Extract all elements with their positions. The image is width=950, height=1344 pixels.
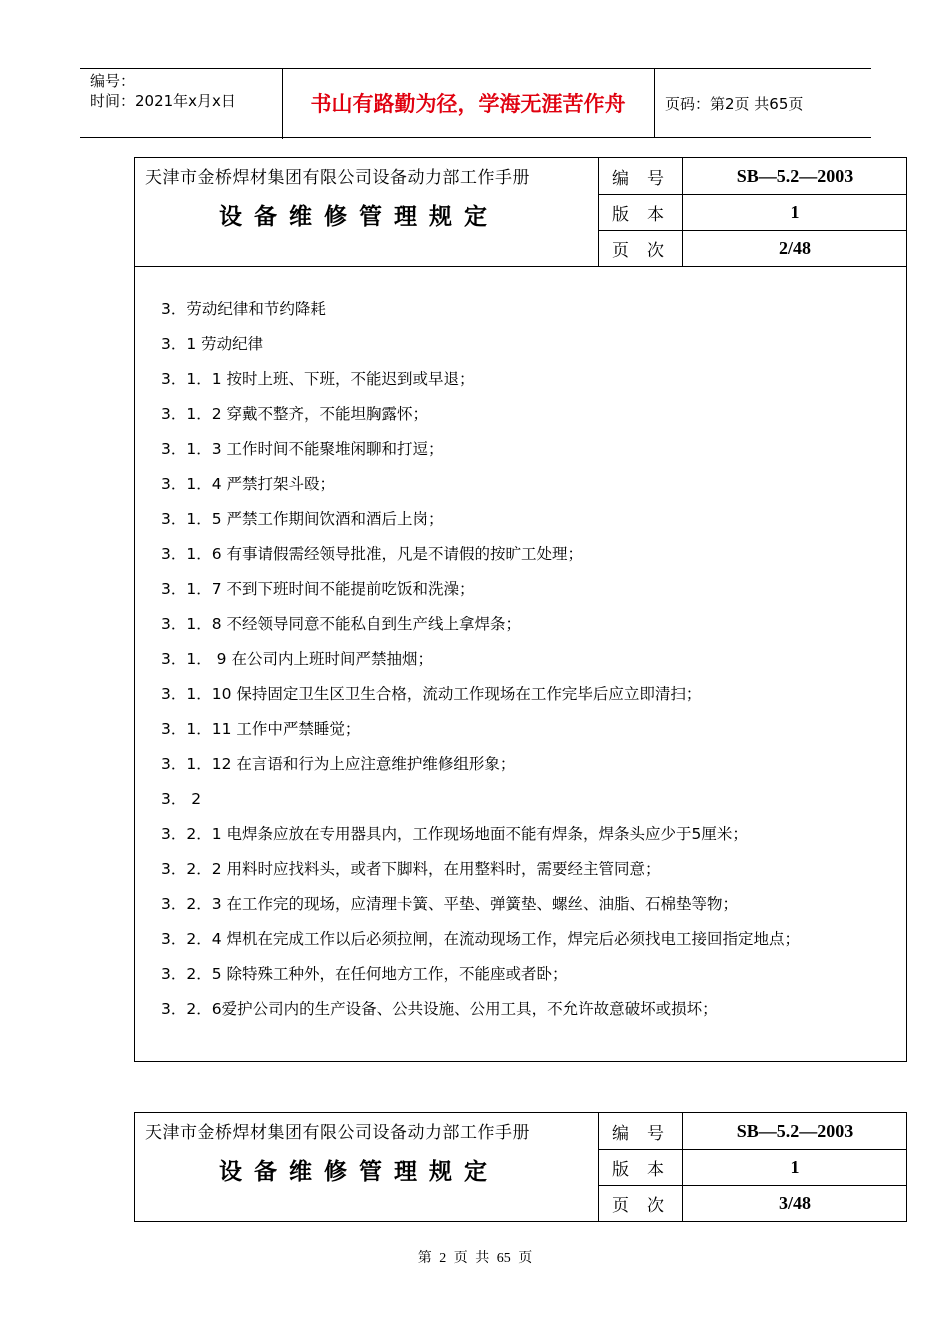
- page-key: 页次: [598, 1185, 683, 1221]
- version-key: 版本: [598, 1149, 683, 1185]
- code-value: SB—5.2—2003: [736, 1120, 854, 1141]
- code-key: 编号: [598, 1113, 683, 1149]
- page-value: 2/48: [778, 237, 811, 258]
- page-row: [598, 230, 906, 266]
- content-line: 3．1．1 按时上班、下班，不能迟到或早退；: [161, 370, 475, 388]
- content-line: 3．1．3 工作时间不能聚堆闲聊和打逗；: [161, 440, 444, 458]
- content-line: 3．劳动纪律和节约降耗: [161, 300, 326, 318]
- company-name: 天津市金桥焊材集团有限公司设备动力部工作手册: [145, 168, 530, 188]
- top-banner: [80, 68, 871, 138]
- code-value: SB—5.2—2003: [736, 165, 854, 186]
- content-line: 3．1．6 有事请假需经领导批准，凡是不请假的按旷工处理；: [161, 545, 584, 563]
- document-title: 设备维修管理规定: [219, 1159, 499, 1185]
- content-line: 3．1．8 不经领导同意不能私自到生产线上拿焊条；: [161, 615, 522, 633]
- content-line: 3．1．12 在言语和行为上应注意维护维修组形象；: [161, 755, 516, 773]
- code-row: [598, 158, 906, 195]
- motto: 书山有路勤为径，学海无涯苦作舟: [282, 69, 655, 137]
- content-line: 3．1．4 严禁打架斗殴；: [161, 475, 336, 493]
- content-line: 3．1．5 严禁工作期间饮酒和酒后上岗；: [161, 510, 444, 528]
- content-line: 3．2．5 除特殊工种外，在任何地方工作，不能座或者卧；: [161, 965, 568, 983]
- page-key: 页次: [598, 230, 683, 266]
- page-value: 3/48: [778, 1192, 811, 1213]
- content-line: 3．1．10 保持固定卫生区卫生合格，流动工作现场在工作完毕后应立即清扫；: [161, 685, 702, 703]
- content-line: 3． 2: [161, 790, 202, 808]
- content-line: 3．1． 9 在公司内上班时间严禁抽烟；: [161, 650, 433, 668]
- page-info: 页码：第2页 共65页: [665, 94, 804, 113]
- document-title: 设备维修管理规定: [219, 204, 499, 230]
- code-label: 编号：: [90, 72, 136, 90]
- content-line: 3．1．2 穿戴不整齐，不能坦胸露怀；: [161, 405, 429, 423]
- version-key: 版本: [598, 194, 683, 230]
- version-value: 1: [790, 1156, 800, 1177]
- version-row: [598, 194, 906, 231]
- time-label: 时间：2021年x月x日: [90, 92, 236, 110]
- page-footer: 第 2 页 共 65 页: [417, 1251, 533, 1266]
- code-key: 编号: [598, 158, 683, 194]
- content-line: 3．2．4 焊机在完成工作以后必须拉闸，在流动现场工作，焊完后必须找电工接回指定地点；: [161, 930, 801, 948]
- document-header: [134, 157, 907, 267]
- company-name: 天津市金桥焊材集团有限公司设备动力部工作手册: [145, 1123, 530, 1143]
- version-row: [598, 1149, 906, 1186]
- header-title-cell: [135, 158, 599, 266]
- content-line: 3．1．7 不到下班时间不能提前吃饭和洗澡；: [161, 580, 475, 598]
- code-row: [598, 1113, 906, 1150]
- content-line: 3．2．1 电焊条应放在专用器具内，工作现场地面不能有焊条，焊条头应少于5厘米；: [161, 825, 748, 843]
- content-line: 3．2．2 用料时应找料头，或者下脚料，在用整料时，需要经主管同意；: [161, 860, 661, 878]
- content-line: 3．1．11 工作中严禁睡觉；: [161, 720, 361, 738]
- banner-meta: [80, 69, 283, 139]
- document-header-next: [134, 1112, 907, 1222]
- content-box: [134, 267, 907, 1062]
- version-value: 1: [790, 201, 800, 222]
- content-line: 3．2．6爱护公司内的生产设备、公共设施、公用工具，不允许故意破坏或损坏；: [161, 1000, 718, 1018]
- content-line: 3．2．3 在工作完的现场，应清理卡簧、平垫、弹簧垫、螺丝、油脂、石棉垫等物；: [161, 895, 739, 913]
- header-title-cell: [135, 1113, 599, 1221]
- content-line: 3．1 劳动纪律: [161, 335, 264, 353]
- page-row: [598, 1185, 906, 1221]
